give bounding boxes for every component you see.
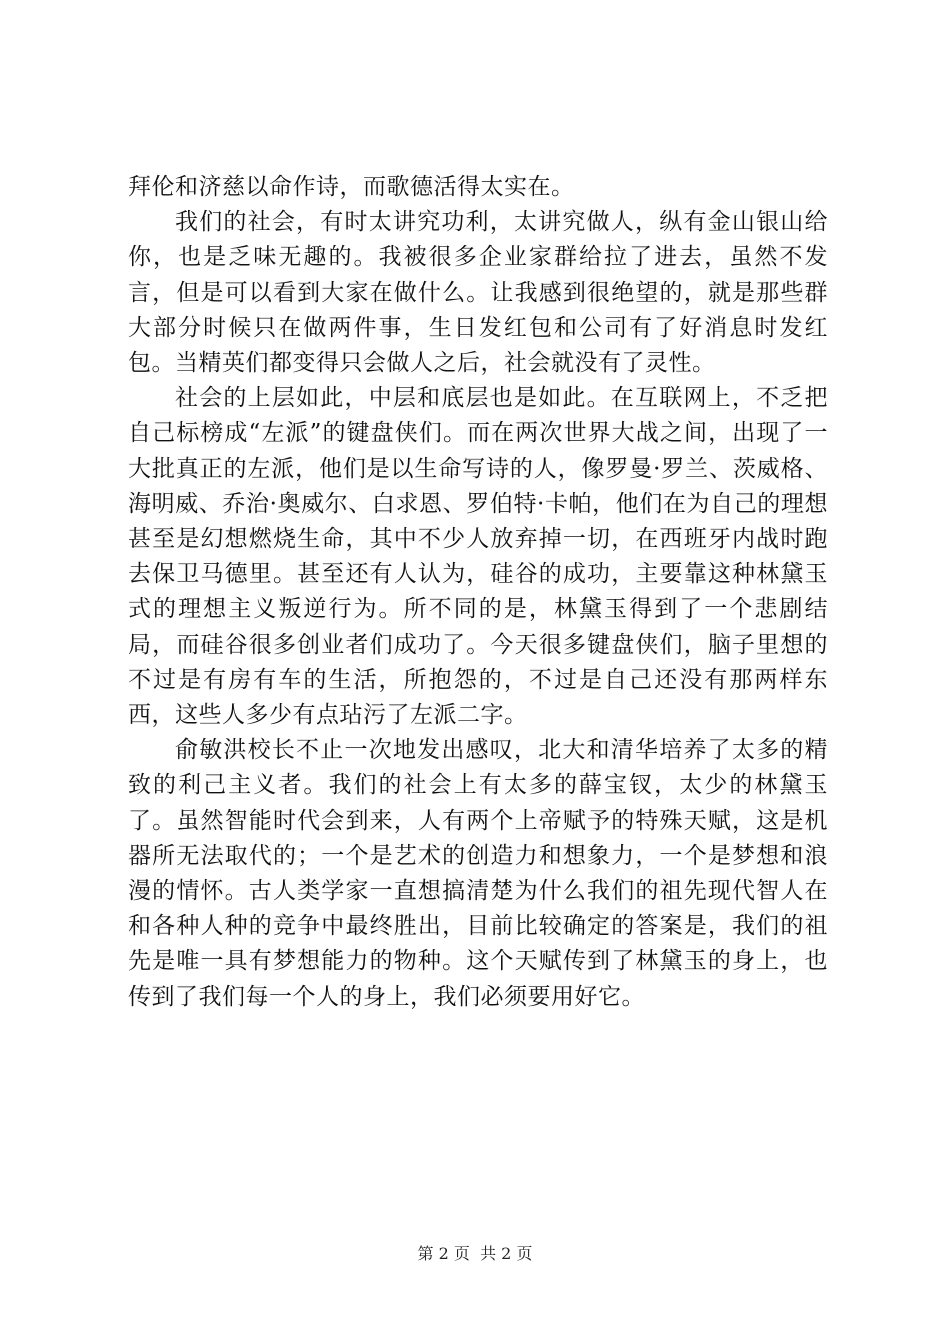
paragraph-1: 拜伦和济慈以命作诗，而歌德活得太实在。 — [128, 174, 575, 200]
document-body — [128, 170, 828, 1015]
page-footer — [0, 1244, 950, 1264]
paragraph-3: 社会的上层如此，中层和底层也是如此。在互联网上，不乏把自己标榜成“左派”的键盘侠们。而在两次世界大战之间，出现了一大批真正的左派，他们是以生命写诗的人，像罗曼·罗兰、茨威格、海明威、乔治·奥威尔、白求恩、罗伯特·卡帕，他们在为自己的理想甚至是幻想燃烧生命，其中不少人放弃掉一切，在西班牙内战时跑去保卫马德里。甚至还有人认为，硅谷的成功，主要靠这种林黛玉式的理想主义叛逆行为。所不同的是，林黛玉得到了一个悲剧结局，而硅谷很多创业者们成功了。今天很多键盘侠们，脑子里想的不过是有房有车的生活，所抱怨的，不过是自己还没有那两样东西，这些人多少有点玷污了左派二字。 — [128, 385, 828, 729]
paragraph-2: 我们的社会，有时太讲究功利，太讲究做人，纵有金山银山给你，也是乏味无趣的。我被很多企业家群给拉了进去，虽然不发言，但是可以看到大家在做什么。让我感到很绝望的，就是那些群大部分时候只在做两件事，生日发红包和公司有了好消息时发红包。当精英们都变得只会做人之后，社会就没有了灵性。 — [128, 209, 828, 377]
paragraph-4: 俞敏洪校长不止一次地发出感叹，北大和清华培养了太多的精致的利己主义者。我们的社会上有太多的薛宝钗，太少的林黛玉了。虽然智能时代会到来，人有两个上帝赋予的特殊天赋，这是机器所无法取代的；一个是艺术的创造力和想象力，一个是梦想和浪漫的情怀。古人类学家一直想搞清楚为什么我们的祖先现代智人在和各种人种的竞争中最终胜出，目前比较确定的答案是，我们的祖先是唯一具有梦想能力的物种。这个天赋传到了林黛玉的身上，也传到了我们每一个人的身上，我们必须要用好它。 — [128, 737, 828, 1010]
page-number-label: 第 2 页 共 2 页 — [417, 1244, 533, 1263]
